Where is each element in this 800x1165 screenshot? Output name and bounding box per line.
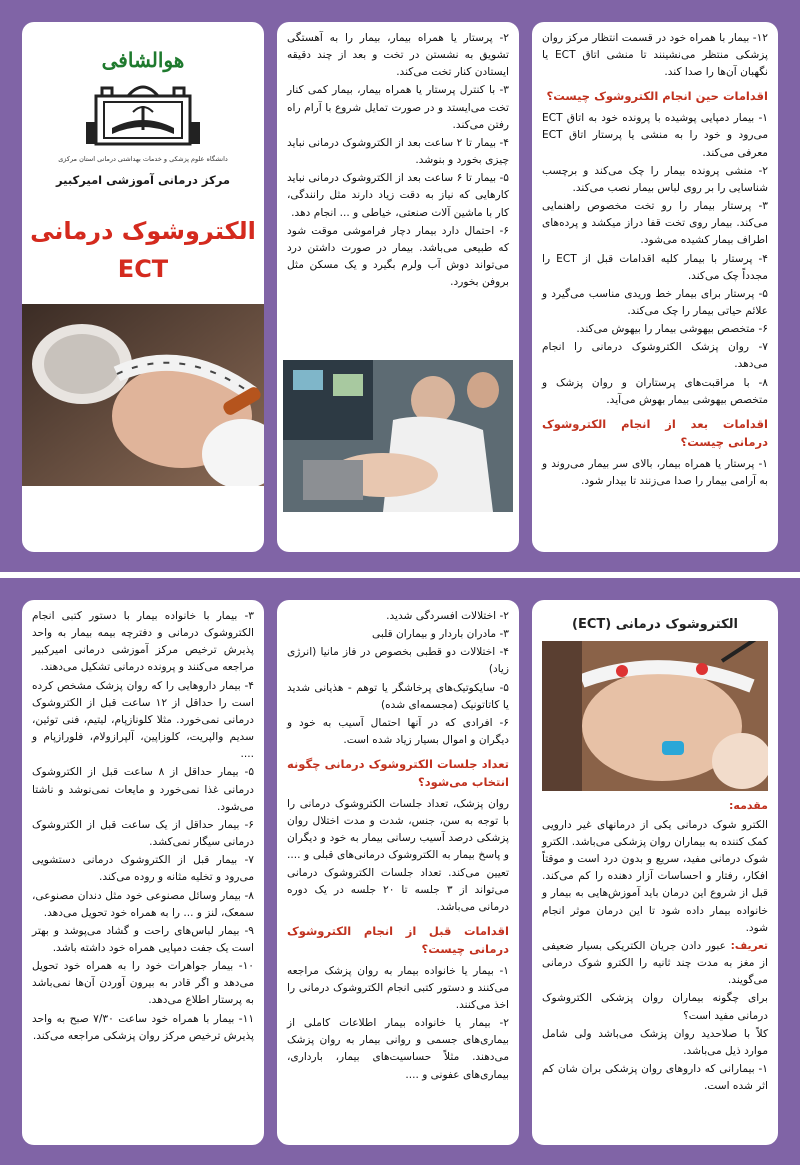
patient-ect-photo [22,304,264,486]
list-item: ۶- افرادی که در آنها احتمال آسیب به خود و دیگران و اموال بسیار زیاد شده است. [287,716,509,747]
list-item: ۲- اختلالات افسردگی شدید. [386,610,509,622]
list-item: ۲- منشی پرونده بیمار را چک می‌کند و برچسب شناسایی را بر روی لباس بیمار نصب می‌کند. [542,164,768,194]
paragraph: روان پزشک، تعداد جلسات الکتروشوک درمانی را با توجه به سن، جنس، شدت و مدت اختلال روان پزشکی درصد آسیب رسانی بیمار به خود و دیگران و پاسخ بیمار به الکتروشوک درمانی‌های قبلی و .... تعیین می‌کند. تعداد جلسات الکتروشوک درمانی می‌تواند از ۳ جلسه تا ۲۰ جلسه در یک دوره درمانی می‌باشد. [287,797,509,913]
medical-team-photo [283,360,513,512]
list-item: ۱- بیمار یا خانواده بیمار به روان پزشک مراجعه می‌کنند و دستور کتبی انجام الکتروشوک درمانی را اخذ می‌کنند. [287,964,509,1011]
introduction-panel [532,600,778,1145]
list-item: ۹- بیمار لباس‌های راحت و گشاد می‌پوشد و بهتر است یک جفت دمپایی همراه خود داشته باشد. [32,924,254,954]
post-ect-care-panel [277,22,519,552]
list-item: ۴- بیمار داروهایی را که روان پزشک مشخص کرده است را حداقل از ۱۲ ساعت قبل از الکتروشوک درمانی نمی‌خورد. مثلا کلونازپام، لیتیم، فنی توئین، سدیم والپریت، کلوزاپین، آلپرازولام، فلورازپام و .... [32,679,254,761]
definition-text: عبور دادن جریان الکتریکی بسیار ضعیفی از مغز به مدت چند ثانیه را الکترو شوک درمانی می‌گویند. [542,939,768,987]
list-item: ۸- با مراقبت‌های پرستاران و روان پزشک و متخصص بیهوشی بیمار بهوش می‌آید. [542,376,768,406]
section-heading: اقدامات قبل از انجام الکتروشوک درمانی چیست؟ [287,923,509,956]
definition [542,938,768,989]
paragraph: ۵- بیمار تا ۶ ساعت بعد از الکتروشوک درمانی نباید کارهایی که نیاز به دقت زیاد دارند مثل رانندگی، کار با ماشین آلات صنعتی، خیاطی و ... انجام دهد. [287,172,509,219]
list-item: ۳- مادران باردار و بیماران قلبی [372,628,509,641]
paragraph: ۱۲- بیمار با همراه خود در قسمت انتظار مرکز روان پزشکی منتظر می‌نشینند تا منشی اتاق ECT یا نگهبان آن‌ها را صدا کند. [542,32,768,79]
list-item: ۷- بیمار قبل از الکتروشوک درمانی دستشویی می‌رود و تخلیه مثانه و روده می‌کند. [32,854,254,884]
brochure-title: الکتروشوک درمانی ECT [30,216,256,284]
list-item: ۵- پرستار برای بیمار خط وریدی مناسب می‌گیرد و علائم حیاتی بیمار را چک می‌کند. [542,287,768,317]
list-item: ۸- بیمار وسائل مصنوعی خود مثل دندان مصنوعی، سمعک، لنز و ... را به همراه خود تحویل می‌دهد. [32,889,254,919]
logo-calligraphy: هوالشافی [101,48,185,72]
patient-electrodes-photo [542,641,768,791]
paragraph: برای چگونه بیماران روان پزشکی الکتروشوک درمانی مفید است؟ [542,992,768,1022]
list-item: ۱۰- بیمار جواهرات خود را به همراه خود تحویل می‌دهد و اگر قادر به بیرون آوردن آن‌ها نمی‌باشد به پرستار اطلاع می‌دهد. [32,960,254,1007]
pre-ect-steps-panel [22,600,264,1145]
list-item: ۷- روان پزشک الکتروشوک درمانی را انجام می‌دهد. [542,341,768,371]
definition-label: تعریف: [730,939,769,952]
paragraph: ۲- پرستار یا همراه بیمار، بیمار را به آهستگی تشویق به نشستن در تخت و بعد از چند دقیقه ایستادن کنار تخت می‌کند. [287,32,509,79]
list-item: ۳- بیمار با خانواده بیمار با دستور کتبی انجام الکتروشوک درمانی و دفترچه بیمه بیمار به واحد پذیرش ترخیص مرکز آموزشی درمانی امیرکبیر مراجعه می‌کنند و پرونده درمانی تشکیل می‌دهند. [32,610,254,674]
list-item: ۱- بیمار دمپایی پوشیده با پرونده خود به اتاق ECT می‌رود و خود را به منشی یا پرستار اتاق ECT معرفی می‌کند. [542,112,768,159]
list-item: ۲- بیمار یا خانواده بیمار اطلاعات کاملی از بیماری‌های جسمی و روانی بیمار به روان پزشک می‌دهند. مثلاً حساسیت‌های بیمار، بارداری، بیماری‌های عفونی و .... [287,1017,509,1081]
paragraph: کلاً با صلاحدید روان پزشک می‌باشد ولی شامل موارد ذیل می‌باشد. [542,1027,768,1057]
section-heading: اقدامات بعد از انجام الکتروشوک درمانی چیست؟ [542,416,768,449]
list-item: ۵- بیمار حداقل از ۸ ساعت قبل از الکتروشوک درمانی غذا نمی‌خورد و مایعات نمی‌نوشد و ناشتا می‌شود. [32,766,255,813]
list-item: ۱۱- بیمار با همراه خود ساعت ۷/۳۰ صبح به واحد پذیرش ترخیص مرکز روان پزشکی مراجعه می‌کند. [32,1012,255,1042]
cover-panel [22,22,264,552]
paragraph: الکترو شوک درمانی یکی از درمانهای غیر دارویی کمک کننده به بیماران روان پزشکی می‌باشد. الکترو شوک درمانی مفید، سریع و بدون درد است و موقتاً افکار، رفتار و احساسات آزار دهنده را کم می‌کند. قبل از شروع این درمان باید آموزش‌هایی به بیمار و خانواده بیمار داده شود تا این درمان موثر انجام شود. [542,818,768,934]
paragraph: ۴- بیمار تا ۲ ساعت بعد از الکتروشوک درمانی نباید چیزی بخورد و بنوشد. [287,136,509,167]
institution-name: دانشگاه علوم پزشکی و خدمات بهداشتی درمانی استان مرکزی [58,155,228,164]
list-item: ۳- پرستار بیمار را رو تخت مخصوص راهنمایی می‌کند. بیمار روی تخت قفا دراز میکشد و پرده‌های اطراف بیمار کشیده می‌شود. [542,200,768,247]
intro-heading: مقدمه: [729,799,768,813]
list-item: ۶- متخصص بیهوشی بیمار را بیهوش می‌کند. [576,323,768,336]
list-item: ۴- اختلالات دو قطبی بخصوص در فاز مانیا (انرژی زیاد) [287,646,509,676]
during-after-ect-panel [532,22,778,552]
center-name: مرکز درمانی آموزشی امیرکبیر [55,172,231,187]
paragraph: ۶- احتمال دارد بیمار دچار فراموشی موقت شود که طبیعی می‌باشد. بیمار در صورت داشتن درد می‌تواند دوش آب ولرم بگیرد و یک مسکن مثل بروفن بخورد. [287,224,509,289]
list-item: ۵- سایکوتیک‌های پرخاشگر یا توهم - هذیانی شدید یا کاتاتونیک (مجسمه‌ای شده) [287,681,509,711]
paragraph: ۳- با کنترل پرستار یا همراه بیمار، بیمار کمی کنار تخت می‌ایستد و در صورت تمایل شروع با آرام راه رفتن می‌کند. [287,84,509,131]
indications-sessions-panel [277,600,519,1145]
list-item: ۱- بیمارانی که داروهای روان پزشکی بران شان کم اثر شده است. [542,1063,768,1093]
list-item: ۶- بیمار حداقل از یک ساعت قبل از الکتروشوک درمانی سیگار نمی‌کشد. [32,818,254,849]
section-heading: اقدامات حین انجام الکتروشوک چیست؟ [546,89,768,104]
list-item: ۴- پرستار با بیمار کلیه اقدامات قبل از ECT را مجدداً چک می‌کند. [542,252,768,282]
university-emblem-icon [78,82,208,152]
panel-title: الکتروشوک درمانی (ECT) [572,617,738,632]
list-item: ۱- پرستار یا همراه بیمار، بالای سر بیمار می‌روند و به آرامی بیمار را صدا می‌زنند تا بیدار شود. [542,457,768,487]
section-heading: تعداد جلسات الکتروشوک درمانی چگونه انتخاب می‌شود؟ [287,757,509,790]
